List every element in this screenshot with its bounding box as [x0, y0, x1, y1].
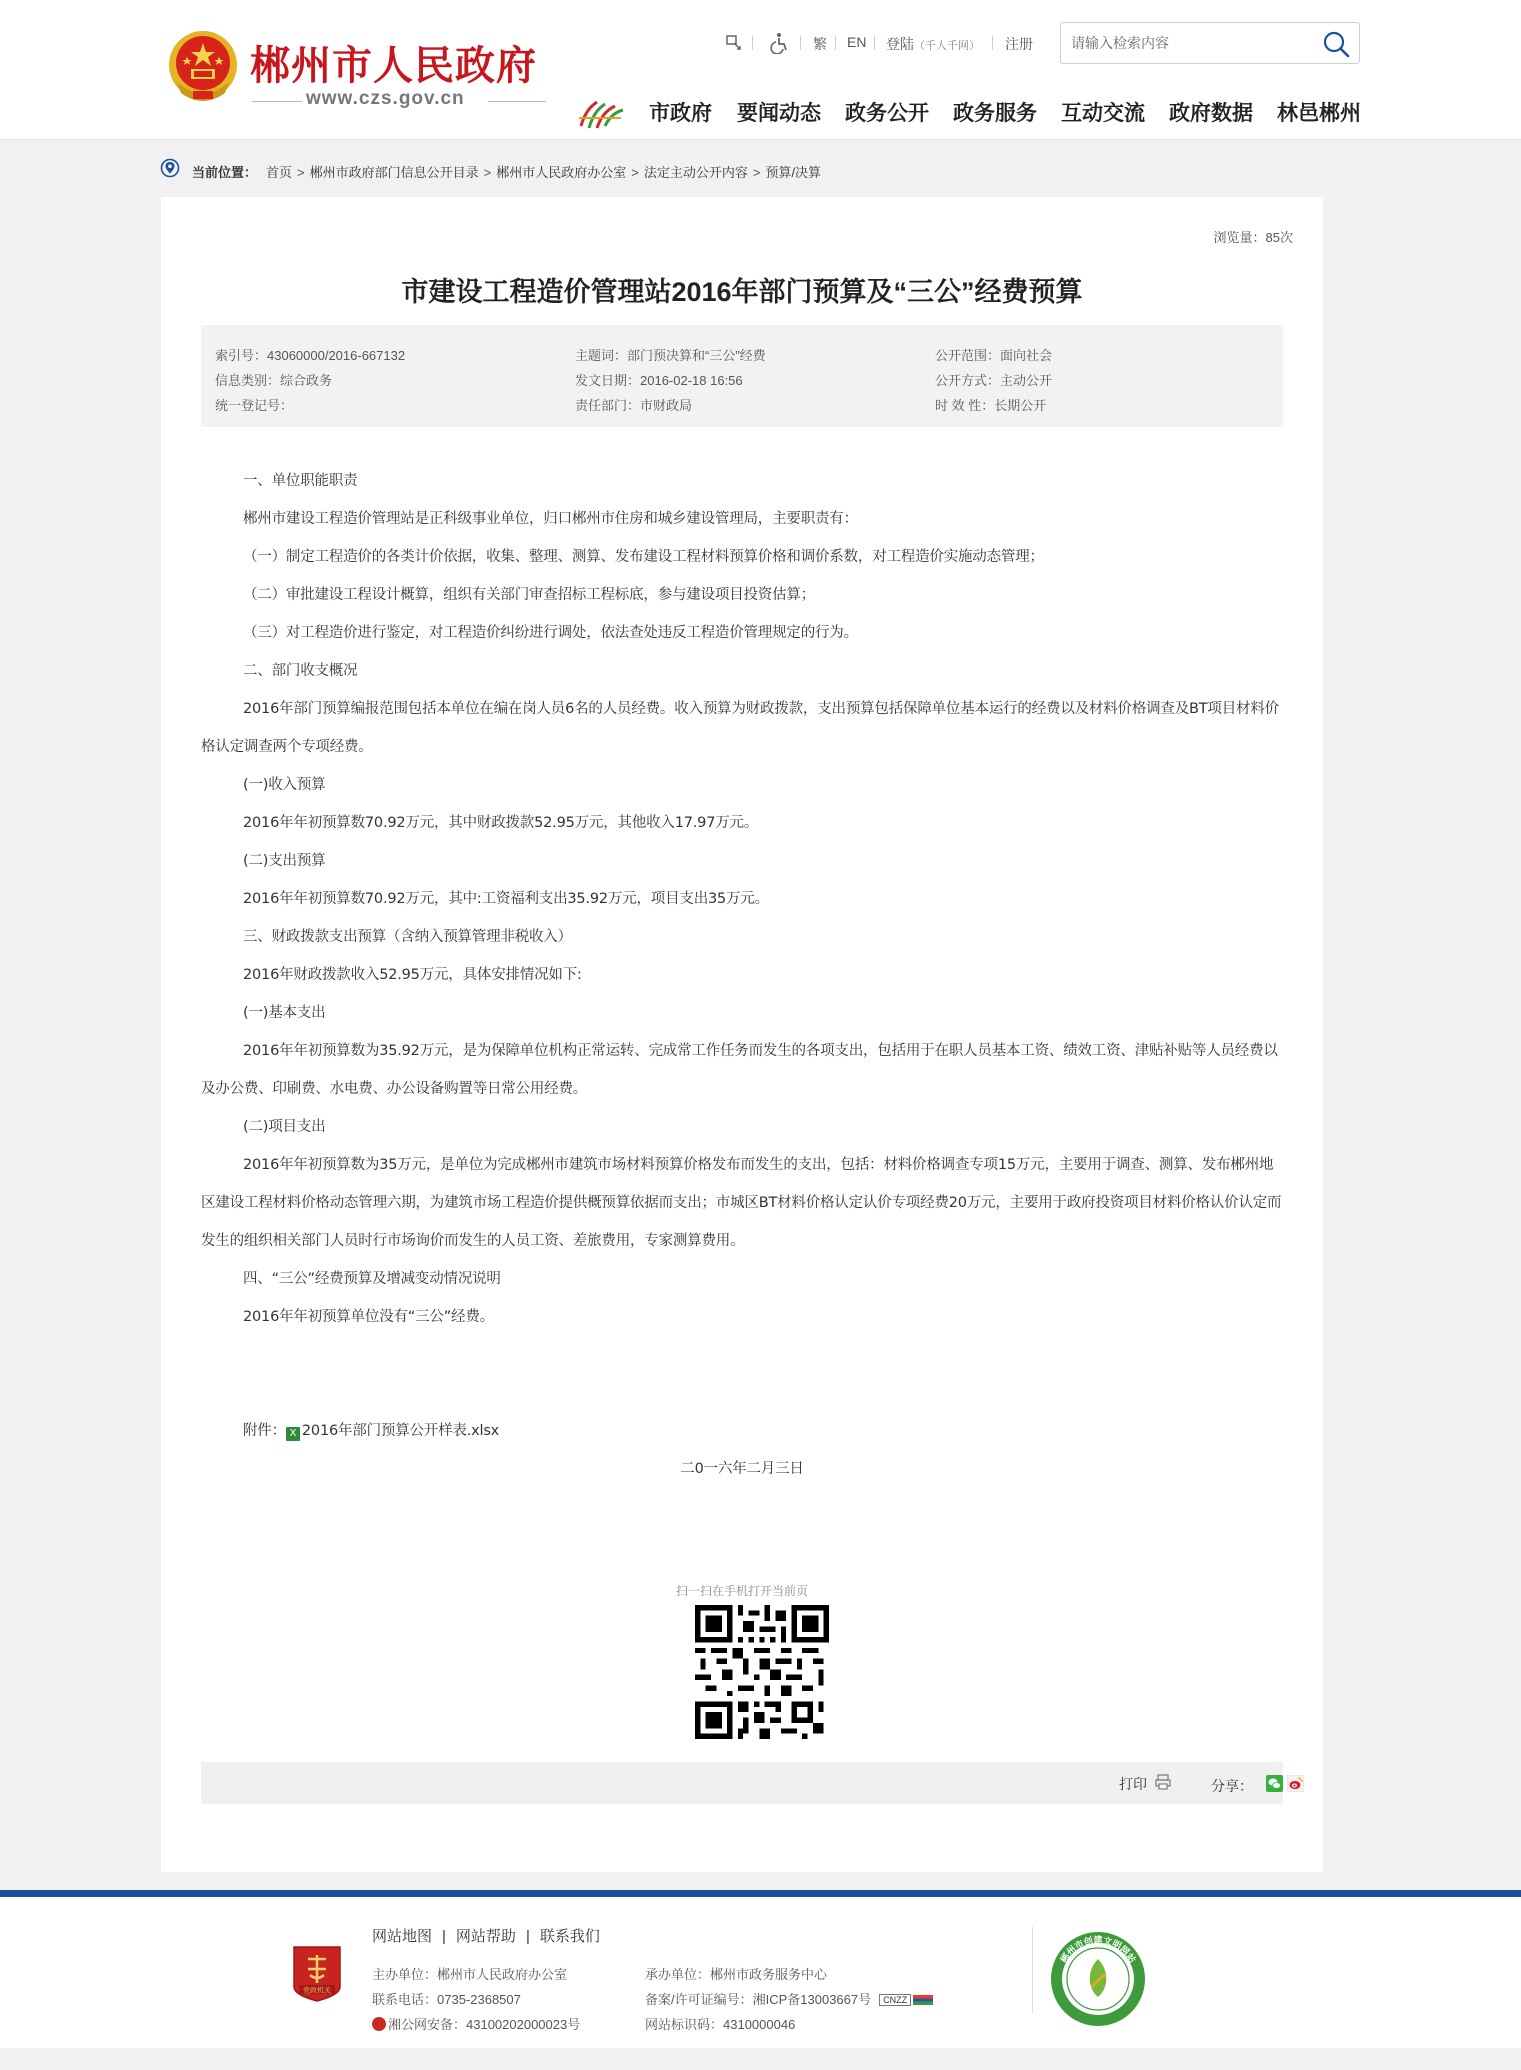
- site-title[interactable]: 郴州市人民政府: [250, 43, 537, 89]
- breadcrumb-home[interactable]: 首页: [266, 165, 293, 180]
- footer-link-separator: |: [442, 1928, 446, 1945]
- excel-file-icon: X: [286, 1427, 300, 1441]
- breadcrumb-govt-office[interactable]: 郴州市人民政府办公室: [496, 165, 627, 180]
- breadcrumb-trail: [266, 162, 821, 181]
- footer-links: [372, 1925, 600, 1946]
- paragraph: （三）对工程造价进行鉴定，对工程造价纠纷进行调处，依法查处违反工程造价管理规定的行为。: [243, 625, 858, 641]
- register-link[interactable]: 注册: [1005, 36, 1033, 52]
- attachment-label: 附件：: [243, 1423, 286, 1439]
- meta-date: 发文日期：2016-02-18 16:56: [575, 373, 743, 388]
- login-label[interactable]: 登陆: [886, 36, 914, 52]
- nav-item-government-data[interactable]: 政府数据: [1169, 102, 1253, 125]
- site-header: [0, 0, 1521, 140]
- meta-validity: 时 效 性：长期公开: [935, 398, 1047, 413]
- util-divider: [835, 36, 836, 50]
- title-rule-right: [488, 101, 546, 102]
- attachment-link[interactable]: 2016年部门预算公开样表.xlsx: [301, 1423, 500, 1439]
- article-title: 市建设工程造价管理站2016年部门预算及“三公”经费预算: [401, 277, 1083, 307]
- footer-phone: 联系电话：0735-2368507: [372, 1992, 521, 2007]
- breadcrumb-lead: 当前位置：: [192, 165, 258, 180]
- weibo-share-icon[interactable]: [1287, 1775, 1304, 1792]
- city-logo-icon: [575, 92, 627, 132]
- nav-item-news[interactable]: 要闻动态: [737, 102, 821, 125]
- search-icon[interactable]: [1321, 29, 1351, 59]
- police-badge-icon: [372, 2017, 386, 2031]
- nav-item-linyi-chenzhou[interactable]: 林邑郴州: [1277, 102, 1361, 125]
- footer-link-separator: |: [525, 1928, 530, 1945]
- wechat-share-icon[interactable]: [1266, 1775, 1283, 1792]
- article-meta: [201, 325, 1283, 427]
- site-footer: [0, 1890, 1521, 2048]
- nav-item-interaction[interactable]: 互动交流: [1061, 102, 1145, 125]
- nav-item-government-affairs[interactable]: 政务公开: [845, 102, 929, 125]
- breadcrumb-separator: >: [752, 165, 761, 180]
- accessibility-mode-icon[interactable]: [724, 33, 744, 53]
- login-note: （千人千网）: [914, 40, 980, 52]
- nav-item-city-government[interactable]: 市政府: [649, 102, 712, 125]
- meta-subject: 主题词：部门预决算和“三公”经费: [575, 348, 766, 363]
- breadcrumb-separator: >: [631, 165, 639, 180]
- view-count: 浏览量：85次: [1213, 230, 1293, 245]
- footer-icp: [645, 1989, 933, 2008]
- footer-link-contact[interactable]: 联系我们: [539, 1928, 600, 1945]
- sub-heading: (一)基本支出: [243, 1005, 326, 1021]
- paragraph: 2016年年初预算单位没有“三公”经费。: [243, 1309, 494, 1325]
- footer-police-text[interactable]: 湘公网安备：43100202000023号: [388, 2017, 581, 2032]
- title-rule-left: [252, 101, 302, 102]
- paragraph: （二）审批建设工程设计概算，组织有关部门审查招标工程标底，参与建设项目投资估算；: [243, 587, 815, 603]
- search-box: [1060, 22, 1360, 64]
- util-divider: [992, 36, 993, 50]
- section-heading: 一、单位职能职责: [243, 473, 358, 489]
- nav-item-government-services[interactable]: 政务服务: [953, 102, 1037, 125]
- english-link[interactable]: EN: [847, 34, 867, 50]
- footer-icp-link[interactable]: 备案/许可证编号：湘ICP备13003667号: [645, 1992, 872, 2007]
- meta-dept: 责任部门：市财政局: [575, 398, 693, 413]
- paragraph: 2016年年初预算数为35万元，是单位为完成郴州市建筑市场材料预算价格发布而发生的支出，包括：材料价格调查专项15万元，主要用于调查、测算、发布郴州地区建设工程材料价格动态管理六期，为建筑市场工程造价提供概预算依据而支出；市城区BT材料价格认定认价专项经费20万元，主要用于政府投资项目材料价格认价认定而发生的组织相关部门人员时行市场询价而发生的人员工资、差旅费用，专家测算费用。: [201, 1157, 1282, 1249]
- search-input[interactable]: [1071, 32, 1311, 54]
- breadcrumb-separator: >: [297, 165, 305, 180]
- cnzz-stats-icon: [913, 1995, 933, 2005]
- article-panel: [161, 197, 1323, 1872]
- qr-code-icon: [695, 1605, 829, 1739]
- breadcrumb-statutory-disclosure[interactable]: 法定主动公开内容: [643, 165, 748, 180]
- paragraph: 2016年部门预算编报范围包括本单位在编在岗人员6名的人员经费。收入预算为财政拨款，支出预算包括保障单位基本运行的经费以及材料价格调查及BT项目材料价格认定调查两个专项经费。: [201, 701, 1279, 755]
- section-heading: 四、“三公”经费预算及增减变动情况说明: [243, 1271, 501, 1287]
- paragraph: 2016年财政拨款收入52.95万元，具体安排情况如下:: [243, 967, 582, 983]
- footer-link-help[interactable]: 网站帮助: [455, 1928, 516, 1945]
- footer-operator: 承办单位：郴州市政务服务中心: [645, 1967, 828, 1982]
- paragraph: 郴州市建设工程造价管理站是正科级事业单位，归口郴州市住房和城乡建设管理局，主要职责有：: [243, 511, 858, 527]
- share-bar: [201, 1762, 1283, 1804]
- util-divider: [752, 36, 753, 50]
- seal-text: 郴州市创建文明网站: [1059, 1936, 1137, 1966]
- article-body: [201, 462, 1283, 1488]
- util-divider: [874, 36, 875, 50]
- party-govt-badge-icon[interactable]: [290, 1943, 344, 2003]
- breadcrumb-budget[interactable]: 预算/决算: [765, 165, 822, 180]
- footer-police-record[interactable]: [372, 2014, 580, 2033]
- sign-date: 二0一六年二月三日: [680, 1461, 804, 1477]
- sub-heading: (一)收入预算: [243, 777, 326, 793]
- attachment: [201, 1412, 1283, 1450]
- national-emblem-icon[interactable]: [163, 27, 243, 107]
- footer-site-id: 网站标识码：4310000046: [645, 2017, 796, 2032]
- cnzz-stats-badge[interactable]: CNZZ: [879, 1994, 911, 2006]
- meta-category: 信息类别：综合政务: [215, 373, 333, 388]
- sub-heading: (二)支出预算: [243, 853, 326, 869]
- printer-icon[interactable]: [1154, 1773, 1172, 1791]
- qr-caption: 扫一扫在手机打开当前页: [675, 1584, 808, 1598]
- section-heading: 三、财政拨款支出预算（含纳入预算管理非税收入）: [243, 929, 572, 945]
- meta-reg-no: 统一登记号：: [215, 398, 294, 413]
- print-button[interactable]: 打印: [1119, 1776, 1147, 1792]
- footer-host: 主办单位：郴州市人民政府办公室: [372, 1967, 568, 1982]
- breadcrumb-dept-directory[interactable]: 郴州市政府部门信息公开目录: [309, 165, 479, 180]
- wheelchair-icon[interactable]: [770, 32, 790, 54]
- site-url: www.czs.gov.cn: [306, 88, 465, 109]
- paragraph: 2016年年初预算数70.92万元，其中:工资福利支出35.92万元，项目支出35万元。: [243, 891, 769, 907]
- badge-text: 党政机关: [303, 1986, 331, 1995]
- sub-heading: (二)项目支出: [243, 1119, 326, 1135]
- login-link[interactable]: [886, 34, 980, 54]
- util-divider: [800, 36, 801, 50]
- meta-method: 公开方式：主动公开: [935, 373, 1053, 388]
- paragraph: （一）制定工程造价的各类计价依据，收集、整理、测算、发布建设工程材料预算价格和调价系数，对工程造价实施动态管理；: [243, 549, 1044, 565]
- traditional-chinese-link[interactable]: 繁: [813, 36, 827, 52]
- footer-link-sitemap[interactable]: 网站地图: [372, 1928, 433, 1945]
- meta-index-no: 索引号：43060000/2016-667132: [215, 348, 406, 363]
- footer-divider: [1032, 1927, 1033, 2013]
- paragraph: 2016年年初预算数为35.92万元，是为保障单位机构正常运转、完成常工作任务而发生的各项支出，包括用于在职人员基本工资、绩效工资、津贴补贴等人员经费以及办公费、印刷费、水电费、办公设备购置等日常公用经费。: [201, 1043, 1278, 1097]
- breadcrumb-separator: >: [483, 165, 492, 180]
- share-label: 分享：: [1211, 1778, 1253, 1794]
- meta-scope: 公开范围：面向社会: [935, 348, 1053, 363]
- civilized-website-seal-icon[interactable]: [1048, 1929, 1148, 2029]
- section-heading: 二、部门收支概况: [243, 663, 358, 679]
- paragraph: 2016年年初预算数70.92万元，其中财政拨款52.95万元，其他收入17.97万元。: [243, 815, 759, 831]
- location-pin-icon: [160, 158, 180, 180]
